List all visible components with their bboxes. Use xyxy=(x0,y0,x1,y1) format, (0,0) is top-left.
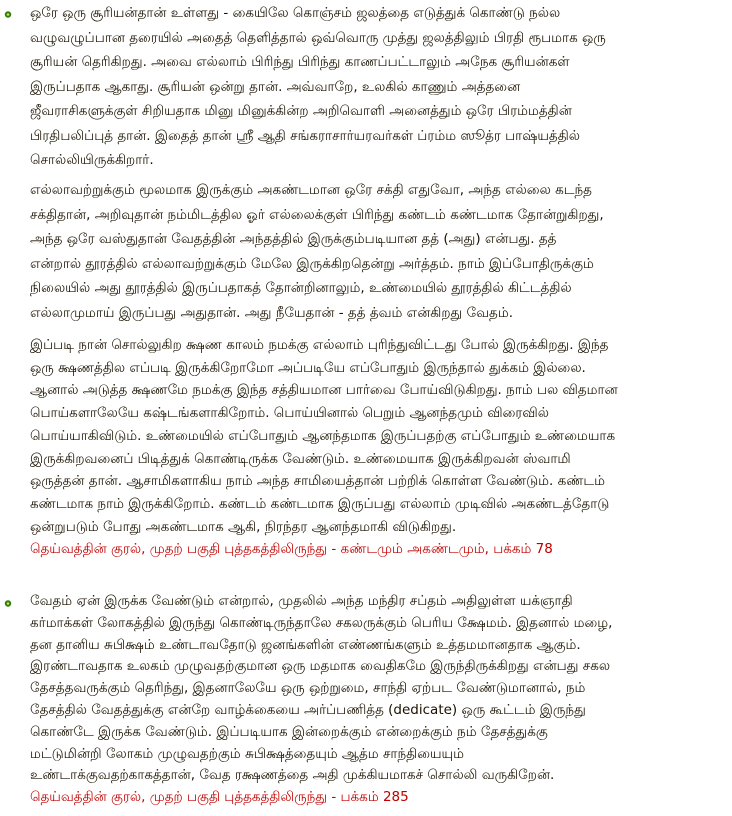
text-line: சொல்லியிருக்கிறார். xyxy=(30,152,154,168)
text-line: கொண்டே இருக்க வேண்டும். இப்படியாக இன்றைக்கும் என்றைக்கும் நம் தேசத்துக்கு xyxy=(30,723,548,740)
paragraph-kshana xyxy=(30,334,730,561)
text-line: ஒன்றுபடும் போது அகண்டமாக ஆகி, நிரந்தர ஆனந்தமாகி விடுகிறது. xyxy=(30,518,457,535)
text-line: ஆனால் அடுத்த க்ஷணமே நமக்கு இந்த சத்தியமான பார்வை போய்விடுகிறது. நாம் பல விதமான xyxy=(30,382,618,399)
text-line: ஒருத்தன் தான். ஆசாமிகளாகிய நாம் அந்த சாமியைத்தான் பற்றிக் கொள்ள வேண்டும். கண்டம் xyxy=(30,473,606,490)
text-line: சூரியன் தெரிகிறது. அவை எல்லாம் பிரிந்து பிரிந்து காணப்பட்டாலும் அநேக சூரியன்கள் xyxy=(30,54,570,70)
text-line: மட்டுமின்றி லோகம் முழுவதற்கும் சுபிக்ஷத்தையும் ஆத்ம சாந்தியையும் xyxy=(30,745,464,762)
text-line: வேதம் ஏன் இருக்க வேண்டும் என்றால், முதலில் அந்த மந்திர சப்தம் அதிலுள்ள யக்ஞாதி xyxy=(30,593,573,609)
text-line: கர்மாக்கள் லோகத்தில் இருந்து கொண்டிருந்தாலே சகலருக்கும் பெரிய க்ஷேமம். இதனால் மழை, xyxy=(30,614,613,631)
text-line: என்றால் தூரத்தில் எல்லாவற்றுக்கும் மேலே இருக்கிறதென்று அர்த்தம். நாம் இப்போதிருக்கும் xyxy=(30,255,594,272)
source-citation: தெய்வத்தின் குரல், முதற் பகுதி புத்தகத்திலிருந்து - பக்கம் 285 xyxy=(30,789,409,806)
text-line: கண்டமாக நாம் இருக்கிறோம். கண்டம் கண்டமாக இருப்பது எல்லாம் முடிவில் அகண்டத்தோடு xyxy=(30,495,610,512)
text-line: ஒரு க்ஷணத்தில எப்படி இருக்கிறோமோ அப்படியே எப்போதும் இருந்தால் துக்கம் இல்லை. xyxy=(30,359,586,376)
source-citation: தெய்வத்தின் குரல், முதற் பகுதி புத்தகத்திலிருந்து - கண்டமும் அகண்டமும், பக்கம் 78 xyxy=(30,541,553,558)
text-line: ஜீவராசிகளுக்குள் சிறியதாக மினு மினுக்கின்ற அறிவொளி அனைத்தும் ஒரே பிரம்மத்தின் xyxy=(30,103,572,119)
text-line: வழுவழுப்பான தரையில் அதைத் தெளித்தால் ஒவ்வொரு முத்து ஜலத்திலும் பிரதி ரூபமாக ஒரு xyxy=(30,29,606,46)
text-line: ஒரே ஒரு சூரியன்தான் உள்ளது - கையிலே கொஞ்சம் ஜலத்தை எடுத்துக் கொண்டு நல்ல xyxy=(30,5,561,21)
paragraph-surya xyxy=(30,1,730,173)
green-bullet-icon xyxy=(4,10,12,18)
text-line: பிரதிபலிப்புத் தான். இதைத் தான் ஸ்ரீ ஆதி சங்கராசார்யரவர்கள் ப்ரம்ம ஸூத்ர பாஷ்யத்தில் xyxy=(30,127,580,144)
text-line: தன தானிய சுபிக்ஷம் உண்டாவதோடு ஜனங்களின் எண்ணங்களும் உத்தமமானதாக ஆகும். xyxy=(30,636,581,653)
text-line: இரண்டாவதாக உலகம் முழுவதற்குமான ஒரு மதமாக வைதிகமே இருந்திருக்கிறது என்பது சகல xyxy=(30,658,611,675)
text-line: இருக்கிறவனைப் பிடித்துக் கொண்டிருக்க வேண்டும். உண்மையாக இருக்கிறவன் ஸ்வாமி xyxy=(30,450,571,467)
text-line: இப்படி நான் சொல்லுகிற க்ஷண காலம் நமக்கு எல்லாம் புரிந்துவிட்டது போல் இருக்கிறது. இந்த xyxy=(30,337,609,353)
text-line: அந்த ஒரே வஸ்துதான் வேதத்தின் அந்தத்தில் இருக்கும்படியான தத் (அது) என்பது. தத் xyxy=(30,231,557,247)
text-line: பொய்யாகிவிடும். உண்மையில் எப்போதும் ஆனந்தமாக இருப்பதற்கு எப்போதும் உண்மையாக xyxy=(30,427,616,444)
text-line: சக்திதான், அறிவுதான் நம்மிடத்தில ஓர் எல்லைக்குள் பிரிந்து கண்டம் கண்டமாக தோன்றுகிறது, xyxy=(30,206,604,223)
paragraph-vedam xyxy=(30,591,730,809)
text-line: எல்லாவற்றுக்கும் மூலமாக இருக்கும் அகண்டமான ஒரே சக்தி எதுவோ, அந்த எல்லை கடந்த xyxy=(30,182,592,198)
text-line: தேசத்தவருக்கும் தெரிந்து, இதனாலேயே ஒரு ஒற்றுமை, சாந்தி ஏற்பட வேண்டுமானால், நம் xyxy=(30,680,586,697)
text-line: பொய்களாலேயே கஷ்டங்களாகிறோம். பொய்யினால் பெறும் ஆனந்தமும் விரைவில் xyxy=(30,405,549,422)
text-line: உண்டாக்குவதற்காகத்தான், வேத ரக்ஷணத்தை அதி முக்கியமாகச் சொல்லி வருகிறேன். xyxy=(30,767,555,784)
green-bullet-icon xyxy=(4,599,12,607)
paragraph-tat xyxy=(30,178,730,325)
text-line: நிலையில் அது தூரத்தில் இருப்பதாகத் தோன்றினாலும், உண்மையில் தூரத்தில் கிட்டத்தில் xyxy=(30,280,572,296)
text-line: தேசத்தில் வேதத்துக்கு என்றே வாழ்க்கையை அர்ப்பணித்த (dedicate) ஒரு கூட்டம் இருந்து xyxy=(30,701,586,718)
text-line: இருப்பதாக ஆகாது. சூரியன் ஒன்று தான். அவ்வாறே, உலகில் காணும் அத்தனை xyxy=(30,78,521,95)
text-line: எல்லாமுமாய் இருப்பது அதுதான். அது நீயேதான் - தத் த்வம் என்கிறது வேதம். xyxy=(30,304,514,321)
